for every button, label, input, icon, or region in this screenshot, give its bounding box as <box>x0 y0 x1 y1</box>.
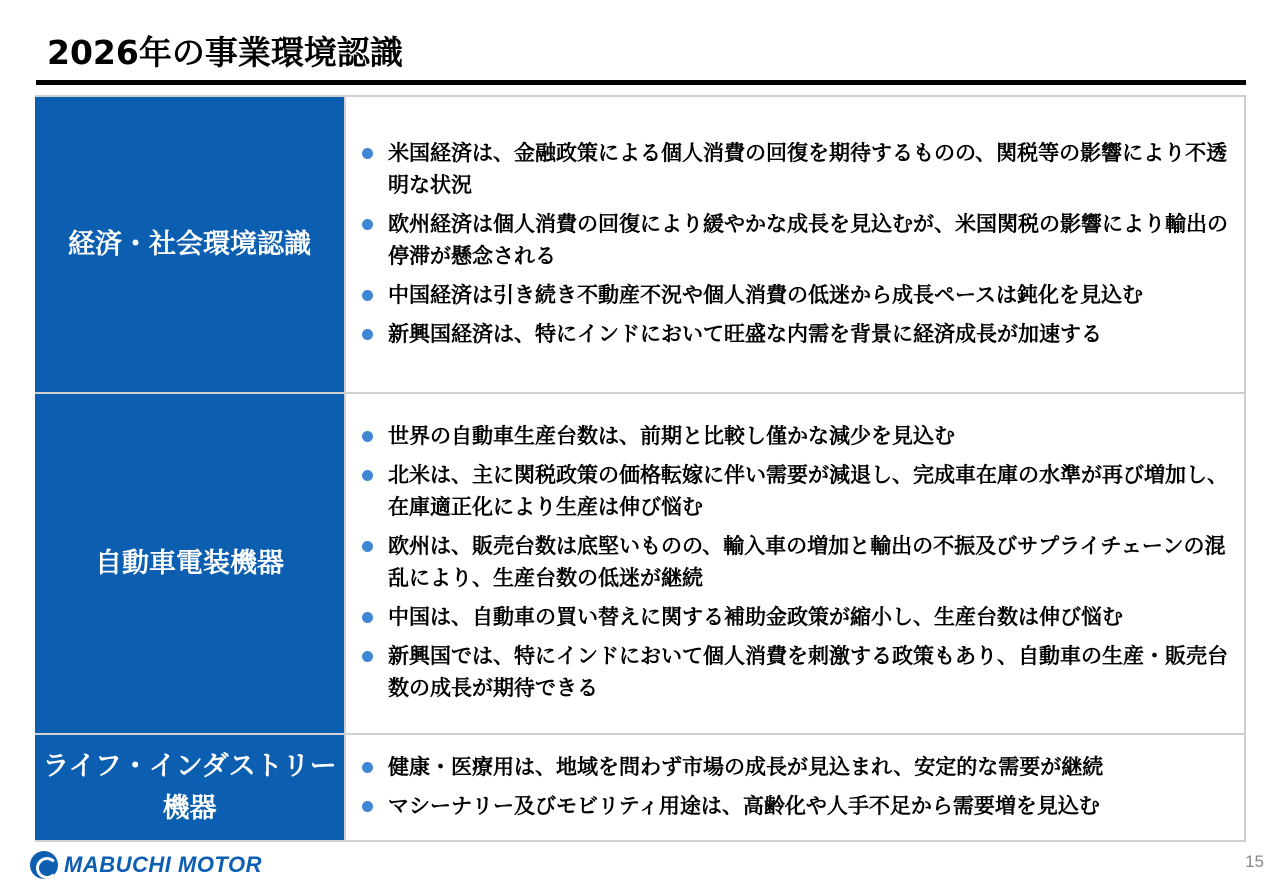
bullet-icon <box>362 612 378 623</box>
company-logo <box>30 850 262 880</box>
item-text: 新興国経済は、特にインドにおいて旺盛な内需を背景に経済成長が加速する <box>388 321 1102 346</box>
bullet-icon <box>362 651 378 662</box>
item-text: 中国は、自動車の買い替えに関する補助金政策が縮小し、生産台数は伸び悩む <box>388 605 1123 629</box>
bullet-icon <box>362 541 378 552</box>
item-text: 欧州は、販売台数は底堅いものの、輸入車の増加と輸出の不振及びサプライチェーンの混乱により、生産台数の低迷が継続 <box>388 534 1226 590</box>
category-label: ライフ・インダストリー 機器 <box>42 750 337 824</box>
bullet-icon <box>362 762 378 773</box>
list-item <box>362 601 1230 633</box>
list-item <box>362 459 1230 523</box>
table-row <box>35 394 1246 735</box>
bullet-icon <box>362 290 378 301</box>
list-item <box>362 318 1230 350</box>
item-text: 欧州経済は個人消費の回復により緩やかな成長を見込むが、米国関税の影響により輸出の停滞が懸念される <box>388 211 1228 268</box>
item-text: 健康・医療用は、地域を問わず市場の成長が見込まれ、安定的な需要が継続 <box>388 754 1104 779</box>
list-item <box>362 640 1230 704</box>
item-list <box>346 735 1246 840</box>
item-text: 新興国では、特にインドにおいて個人消費を刺激する政策もあり、自動車の生産・販売台数の成長が期待できる <box>388 644 1228 700</box>
category-cell <box>35 97 346 392</box>
category-label: 経済・社会環境認識 <box>68 228 311 260</box>
bullet-icon <box>362 431 378 442</box>
list-item <box>362 530 1230 594</box>
bullet-icon <box>362 801 378 812</box>
mabuchi-logo-icon <box>30 851 58 879</box>
bullet-icon <box>362 329 378 340</box>
category-cell <box>35 394 346 733</box>
page-number: 15 <box>1245 852 1264 871</box>
bullet-icon <box>362 470 378 481</box>
title-divider <box>36 80 1246 85</box>
list-item <box>362 208 1230 272</box>
page-title: 2026年の事業環境認識 <box>47 33 403 72</box>
item-text: マシーナリー及びモビリティ用途は、高齢化や人手不足から需要増を見込む <box>388 793 1100 818</box>
category-label: 自動車電装機器 <box>95 547 284 579</box>
bullet-icon <box>362 219 378 230</box>
item-text: 北米は、主に関税政策の価格転嫁に伴い需要が減退し、完成車在庫の水準が再び増加し、在庫適正化により生産は伸び悩む <box>388 463 1228 519</box>
item-list <box>346 394 1246 733</box>
list-item <box>362 751 1230 783</box>
item-text: 世界の自動車生産台数は、前期と比較し僅かな減少を見込む <box>388 424 955 448</box>
item-list <box>346 97 1246 392</box>
environment-table <box>35 95 1246 842</box>
bullet-icon <box>362 148 378 159</box>
list-item <box>362 420 1230 452</box>
list-item <box>362 790 1230 822</box>
item-text: 中国経済は引き続き不動産不況や個人消費の低迷から成長ペースは鈍化を見込む <box>388 282 1143 307</box>
list-item <box>362 279 1230 311</box>
list-item <box>362 137 1230 201</box>
logo-text: MABUCHI MOTOR <box>64 852 262 877</box>
category-cell <box>35 735 346 840</box>
table-row <box>35 735 1246 842</box>
table-row <box>35 97 1246 394</box>
item-text: 米国経済は、金融政策による個人消費の回復を期待するものの、関税等の影響により不透明な状況 <box>388 140 1228 197</box>
